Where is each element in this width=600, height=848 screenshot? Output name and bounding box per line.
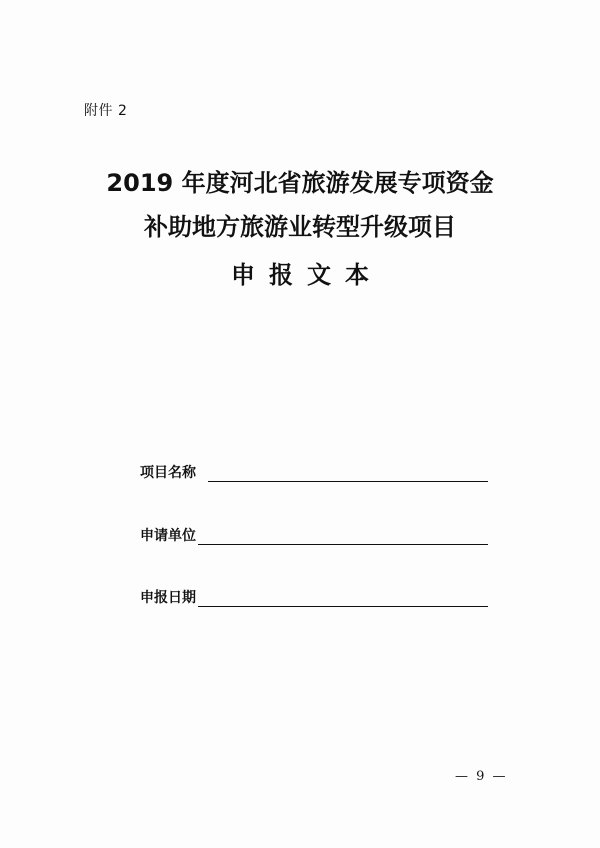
project-name-label: 项目名称 [140,465,196,481]
application-date-blank-line [198,588,488,607]
attachment-label: 附件 2 [84,103,128,119]
page-number: — 9 — [455,769,508,784]
application-date-label: 申报日期 [140,590,196,606]
applicant-unit-label: 申请单位 [140,528,196,544]
title-line-3: 申报文本 [231,261,383,289]
project-name-blank-line [208,463,488,482]
title-line-2: 补助地方旅游业转型升级项目 [144,213,456,241]
applicant-unit-field [140,525,488,545]
applicant-unit-blank-line [198,526,488,545]
title-line-1: 2019 年度河北省旅游发展专项资金 [106,169,494,197]
project-name-field [140,462,488,482]
application-date-field [140,587,488,607]
